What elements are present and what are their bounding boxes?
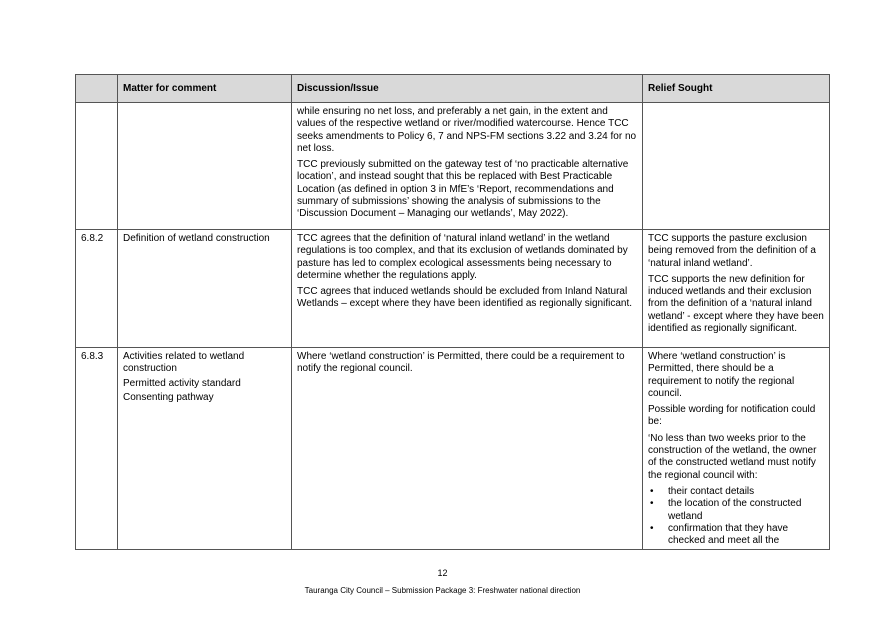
discussion-paragraph: TCC agrees that the definition of ‘natural inland wetland’ in the wetland regulations is too complex, and that its exclusion of wetlands dominated by pasture has led to complex ecological assessments being necessary to determine whether the regulations apply. (297, 233, 628, 281)
row-discussion (292, 103, 643, 230)
submission-table (75, 74, 830, 550)
row-relief (643, 230, 830, 348)
matter-line: Permitted activity standard (123, 377, 241, 389)
matter-line: Consenting pathway (123, 391, 214, 403)
row-number: 6.8.3 (76, 348, 118, 550)
row-matter (118, 230, 292, 348)
row-discussion (292, 230, 643, 348)
row-number: 6.8.2 (76, 230, 118, 348)
table-row (76, 348, 830, 550)
row-relief (643, 103, 830, 230)
discussion-paragraph: TCC agrees that induced wetlands should be excluded from Inland Natural Wetlands – except where they have been identified as regionally significant. (297, 286, 633, 310)
header-relief: Relief Sought (643, 75, 830, 103)
row-relief (643, 348, 830, 550)
relief-paragraph: Where ‘wetland construction’ is Permitted, there should be a requirement to notify the regional council. (648, 351, 795, 399)
table-header-row (76, 75, 830, 103)
matter-line: Definition of wetland construction (123, 233, 270, 244)
relief-paragraph: TCC supports the new definition for induced wetlands and their exclusion from the definition of a ‘natural inland wetland’ - except where they have been identified as regionally significant. (648, 273, 824, 335)
discussion-paragraph: TCC previously submitted on the gateway test of ‘no practicable alternative location’, and instead sought that this be replaced with Best Practicable Location (as defined in option 3 in MfE’s ‘Report, recommendations and summary of submissions’ showing the analysis of submissions to the ‘Discussion Document – Managing our wetlands’, May 2022). (297, 159, 629, 220)
page-number: 12 (437, 568, 448, 578)
list-item: • their contact details (668, 486, 824, 498)
matter-line: Activities related to wetland construction (123, 351, 245, 375)
list-item: • confirmation that they have checked and meet all the (668, 523, 824, 548)
table-row (76, 103, 830, 230)
relief-paragraph: ‘No less than two weeks prior to the construction of the wetland, the owner of the constructed wetland must notify the regional council with: (648, 432, 817, 481)
relief-paragraph: TCC supports the pasture exclusion being removed from the definition of a ‘natural inland wetland’. (648, 233, 816, 269)
header-discussion: Discussion/Issue (292, 75, 643, 103)
discussion-paragraph: Where ‘wetland construction’ is Permitted, there could be a requirement to notify the regional council. (297, 351, 625, 375)
row-matter (118, 348, 292, 550)
row-discussion (292, 348, 643, 550)
discussion-paragraph: while ensuring no net loss, and preferably a net gain, in the extent and values of the respective wetland or river/modified watercourse. Hence TCC seeks amendments to Policy 6, 7 and NPS-FM sections 3.22 and 3.24 for no net loss. (297, 106, 637, 154)
page-footer: Tauranga City Council – Submission Package 3: Freshwater national direction (304, 586, 581, 595)
relief-paragraph: Possible wording for notification could be: (648, 404, 816, 428)
header-number (76, 75, 118, 103)
relief-bullet-list (648, 486, 824, 547)
header-matter: Matter for comment (118, 75, 292, 103)
row-matter (118, 103, 292, 230)
row-number (76, 103, 118, 230)
list-item: • the location of the constructed wetland (668, 498, 824, 523)
table-row (76, 230, 830, 348)
